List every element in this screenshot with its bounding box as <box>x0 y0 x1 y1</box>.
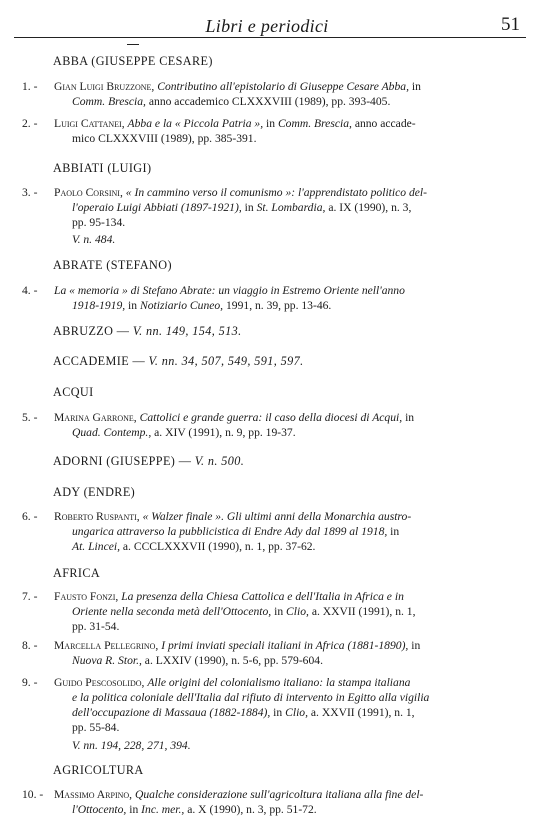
entry-title: Alle origini del colonialismo italiano: la stampa italiana <box>147 676 411 689</box>
entry-number: 10. - <box>22 788 44 801</box>
entry-journal: Comm. Brescia, <box>277 117 352 130</box>
entry-citation: a. XIV (1991), n. 9, pp. 19-37. <box>154 426 296 439</box>
entry-author: Massimo Arpino, <box>54 788 133 801</box>
entry-citation: a. XXVII (1991), n. 1, <box>311 605 416 618</box>
entry-citation: a. IX (1990), n. 3, <box>328 201 412 214</box>
see-also-reference: V. n. 484. <box>72 233 116 246</box>
entry-title: La « memoria » di Stefano Abrate: un viaggio in Estremo Oriente nell'anno <box>54 284 405 297</box>
entry-title: I primi inviati speciali italiani in Africa (1881-1890), <box>161 639 409 652</box>
entry-number: 3. - <box>22 186 38 199</box>
entry-author: Paolo Corsini, <box>54 186 123 199</box>
entry-author: Guido Pescosolido, <box>54 676 145 689</box>
entry-number: 8. - <box>22 639 38 652</box>
section-heading-africa: AFRICA <box>53 566 101 580</box>
entry-journal: Quad. Contemp., <box>72 426 152 439</box>
dash-mark <box>127 44 139 45</box>
section-heading-abrate: ABRATE (STEFANO) <box>53 258 172 272</box>
cross-reference-abruzzo: ABRUZZO — V. nn. 149, 154, 513. <box>53 324 242 338</box>
section-heading-agricoltura: AGRICOLTURA <box>53 763 144 777</box>
entry-title: Qualche considerazione sull'agricoltura italiana alla fine del- <box>134 788 424 801</box>
entry-citation: a. CCCLXXXVII (1990), n. 1, pp. 37-62. <box>122 540 316 553</box>
entry-author: Luigi Cattanei, <box>54 117 125 130</box>
entry-number: 1. - <box>22 80 38 93</box>
entry-journal: Comm. Brescia, <box>72 95 146 108</box>
entry-title: Contributino all'epistolario di Giuseppe Cesare Abba, <box>157 80 409 93</box>
see-also-reference: V. nn. 194, 228, 271, 394. <box>72 739 191 752</box>
entry-title: « Walzer finale ». Gli ultimi anni della Monarchia austro- <box>142 510 412 523</box>
cross-reference-adorni: ADORNI (GIUSEPPE) — V. n. 500. <box>53 454 245 468</box>
entry-title: Abba e la « Piccola Patria », <box>127 117 264 130</box>
entry-author: Gian Luigi Bruzzone, <box>54 80 155 93</box>
entry-journal: At. Lincei, <box>72 540 120 553</box>
section-heading-abba: ABBA (GIUSEPPE CESARE) <box>53 54 213 68</box>
entry-title: Cattolici e grande guerra: il caso della diocesi di Acqui, <box>139 411 403 424</box>
section-heading-ady: ADY (ENDRE) <box>53 485 136 499</box>
entry-author: Roberto Ruspanti, <box>54 510 140 523</box>
entry-journal: Notiziario Cuneo, <box>139 299 224 312</box>
entry-title: « In cammino verso il comunismo »: l'apprendistato politico del- <box>125 186 427 199</box>
header-rule <box>14 37 526 38</box>
entry-number: 6. - <box>22 510 38 523</box>
entry-number: 9. - <box>22 676 38 689</box>
entry-author: Marcella Pellegrino, <box>54 639 159 652</box>
entry-journal: Clio, <box>286 605 309 618</box>
section-heading-abbiati: ABBIATI (LUIGI) <box>53 161 152 175</box>
section-heading-acqui: ACQUI <box>53 385 94 399</box>
entry-number: 2. - <box>22 117 38 130</box>
entry-citation: mico CLXXXVIII (1989), pp. 385-391. <box>72 132 257 145</box>
entry-title: La presenza della Chiesa Cattolica e dell'Italia in Africa e in <box>121 590 404 603</box>
entry-journal: St. Lombardia, <box>256 201 326 214</box>
page-header <box>14 14 520 36</box>
running-title: Libri e periodici <box>205 16 329 36</box>
entry-citation: 1991, n. 39, pp. 13-46. <box>226 299 332 312</box>
entry-journal: Clio, <box>285 706 308 719</box>
entry-author: Fausto Fonzi, <box>54 590 119 603</box>
entry-citation: a. LXXIV (1990), n. 5-6, pp. 579-604. <box>144 654 323 667</box>
entry-citation: anno accademico CLXXXVIII (1989), pp. 393-405. <box>148 95 391 108</box>
entry-number: 4. - <box>22 284 38 297</box>
cross-reference-accademie: ACCADEMIE — V. nn. 34, 507, 549, 591, 597. <box>53 354 304 368</box>
entry-citation: a. XXVII (1991), n. 1, <box>310 706 415 719</box>
entry-journal: Inc. mer., <box>141 803 185 816</box>
entry-author: Marina Garrone, <box>54 411 137 424</box>
entry-citation: a. X (1990), n. 3, pp. 51-72. <box>187 803 317 816</box>
entry-journal: Nuova R. Stor., <box>72 654 142 667</box>
page-number: 51 <box>501 14 520 35</box>
entry-number: 5. - <box>22 411 38 424</box>
entry-number: 7. - <box>22 590 38 603</box>
